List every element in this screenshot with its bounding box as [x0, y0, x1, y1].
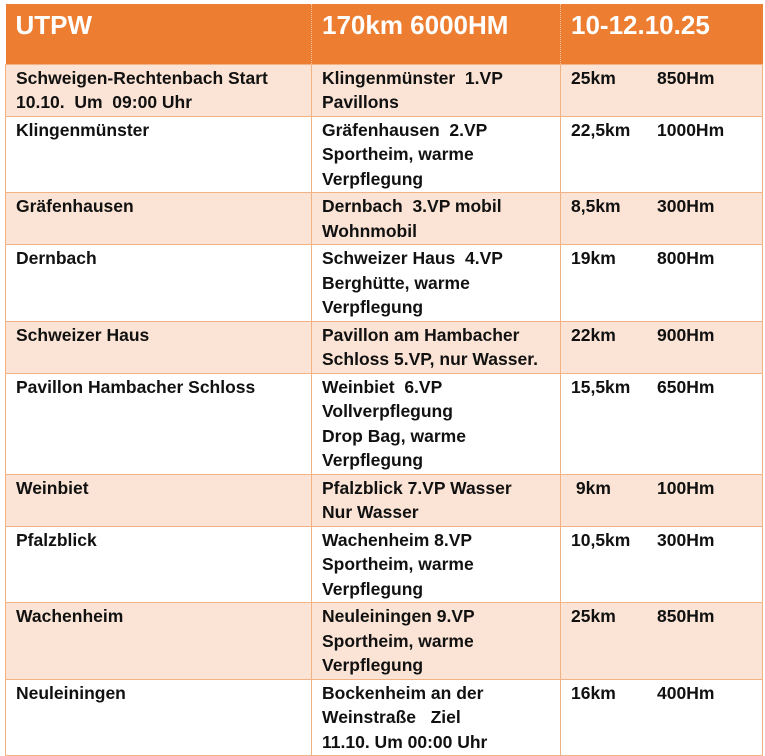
segment-elevation: 300Hm: [657, 529, 715, 550]
aid-station-text: Verpflegung: [322, 578, 424, 599]
aid-station-text: Bockenheim an der: [322, 682, 484, 703]
segment-start-cell: [6, 193, 312, 245]
aid-station-text: Sportheim, warme: [322, 554, 474, 574]
aid-station-cell: [312, 373, 561, 474]
segment-distance: 10,5km: [571, 529, 631, 550]
aid-station-cell: [312, 603, 561, 680]
aid-station-text: Verpflegung: [322, 297, 424, 317]
aid-station-text: Nur Wasser: [322, 502, 419, 522]
segment-distance: 19km: [571, 248, 616, 268]
header-distance-total: 170km 6000HM: [312, 4, 561, 64]
aid-station-text: Wohnmobil: [322, 220, 417, 241]
aid-station-cell: [312, 526, 561, 603]
aid-station-text: Verpflegung: [322, 450, 424, 470]
segment-elevation: 850Hm: [657, 67, 715, 88]
header-row: [6, 4, 763, 64]
aid-station-text: Wachenheim 8.VP: [322, 529, 473, 550]
segment-start-text: Wachenheim: [16, 606, 124, 626]
segment-elevation: 800Hm: [657, 248, 715, 268]
segment-elevation: 650Hm: [657, 376, 715, 397]
aid-station-text: 11.10. Um 00:00 Uhr: [322, 731, 488, 752]
segment-start-cell: [6, 679, 312, 756]
segment-elevation: 100Hm: [657, 477, 715, 498]
table-row: [6, 474, 763, 526]
segment-start-cell: [6, 474, 312, 526]
segment-start-cell: [6, 116, 312, 193]
segment-start-text: Schweizer Haus: [16, 324, 150, 345]
segment-stats-cell: [561, 603, 763, 680]
segment-distance: 15,5km: [571, 376, 631, 397]
table-row: [6, 193, 763, 245]
aid-station-cell: [312, 245, 561, 322]
header-dates: 10-12.10.25: [561, 4, 763, 64]
segment-start-text: Pavillon Hambacher Schloss: [16, 376, 256, 397]
segment-start-text: Neuleiningen: [16, 682, 126, 703]
segment-distance: 25km: [571, 606, 616, 626]
segment-elevation: 850Hm: [657, 606, 715, 626]
schedule-body: [6, 64, 763, 756]
segment-start-cell: [6, 373, 312, 474]
segment-distance: 22,5km: [571, 119, 631, 140]
aid-station-text: Schweizer Haus 4.VP: [322, 248, 503, 268]
segment-start-cell: [6, 64, 312, 116]
table-row: [6, 679, 763, 756]
segment-start-text: Schweigen-Rechtenbach Start: [16, 67, 268, 88]
segment-elevation: 900Hm: [657, 324, 715, 345]
aid-station-cell: [312, 64, 561, 116]
aid-station-cell: [312, 321, 561, 373]
aid-station-cell: [312, 679, 561, 756]
segment-distance: 25km: [571, 67, 616, 88]
segment-distance: 9km: [571, 477, 611, 498]
segment-stats-cell: [561, 193, 763, 245]
header-title: UTPW: [6, 4, 312, 64]
table-row: [6, 373, 763, 474]
segment-start-cell: [6, 603, 312, 680]
segment-start-cell: [6, 526, 312, 603]
aid-station-text: Pfalzblick 7.VP Wasser: [322, 477, 512, 498]
table-row: [6, 603, 763, 680]
segment-elevation: 300Hm: [657, 196, 715, 216]
schedule-table: [5, 4, 763, 756]
segment-stats-cell: [561, 245, 763, 322]
table-row: [6, 321, 763, 373]
aid-station-text: Gräfenhausen 2.VP: [322, 119, 488, 140]
segment-start-cell: [6, 245, 312, 322]
aid-station-text: Klingenmünster 1.VP: [322, 67, 503, 88]
segment-stats-cell: [561, 321, 763, 373]
schedule-table-container: [5, 4, 762, 756]
aid-station-cell: [312, 116, 561, 193]
segment-start-text: Pfalzblick: [16, 529, 97, 550]
segment-elevation: 400Hm: [657, 682, 715, 703]
aid-station-cell: [312, 474, 561, 526]
segment-distance: 16km: [571, 682, 616, 703]
segment-start-text: 10.10. Um 09:00 Uhr: [16, 92, 193, 112]
segment-start-cell: [6, 321, 312, 373]
segment-stats-cell: [561, 679, 763, 756]
segment-stats-cell: [561, 373, 763, 474]
table-row: [6, 526, 763, 603]
aid-station-text: Vollverpflegung: [322, 401, 453, 421]
segment-stats-cell: [561, 474, 763, 526]
aid-station-text: Berghütte, warme: [322, 272, 470, 293]
segment-start-text: Weinbiet: [16, 477, 89, 498]
table-row: [6, 64, 763, 116]
aid-station-text: Verpflegung: [322, 168, 424, 189]
aid-station-text: Pavillons: [322, 92, 399, 112]
segment-stats-cell: [561, 526, 763, 603]
table-row: [6, 116, 763, 193]
aid-station-text: Neuleiningen 9.VP: [322, 606, 475, 626]
segment-start-text: Gräfenhausen: [16, 196, 134, 216]
aid-station-text: Weinbiet 6.VP: [322, 376, 443, 397]
aid-station-text: Dernbach 3.VP mobil: [322, 196, 502, 216]
segment-stats-cell: [561, 64, 763, 116]
segment-elevation: 1000Hm: [657, 119, 725, 140]
segment-start-text: Klingenmünster: [16, 119, 150, 140]
segment-distance: 8,5km: [571, 196, 621, 216]
segment-distance: 22km: [571, 324, 616, 345]
segment-start-text: Dernbach: [16, 248, 97, 268]
segment-stats-cell: [561, 116, 763, 193]
aid-station-text: Drop Bag, warme: [322, 425, 466, 446]
aid-station-text: Weinstraße Ziel: [322, 707, 461, 727]
aid-station-text: Schloss 5.VP, nur Wasser.: [322, 349, 538, 369]
aid-station-text: Pavillon am Hambacher: [322, 324, 520, 345]
aid-station-text: Sportheim, warme: [322, 630, 474, 651]
aid-station-cell: [312, 193, 561, 245]
aid-station-text: Sportheim, warme: [322, 144, 474, 164]
table-row: [6, 245, 763, 322]
aid-station-text: Verpflegung: [322, 655, 424, 675]
